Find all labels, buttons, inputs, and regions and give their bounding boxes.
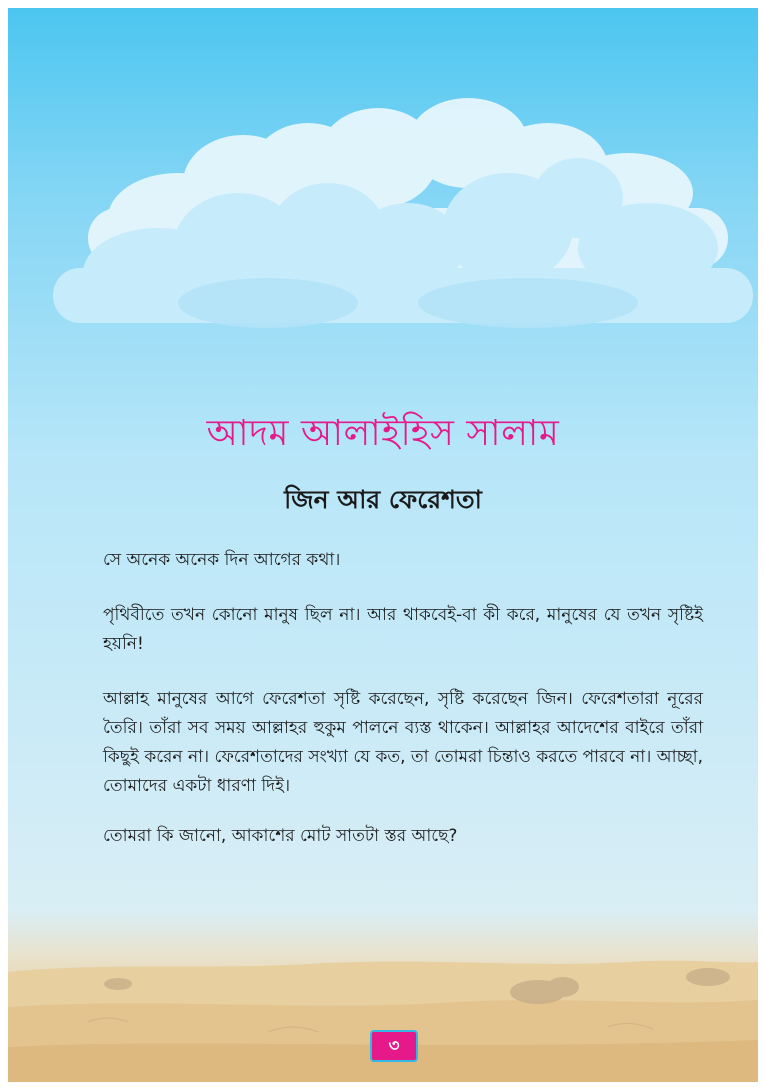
paragraph-3: আল্লাহ মানুষের আগে ফেরেশতা সৃষ্টি করেছেন, সৃষ্টি করেছেন জিন। ফেরেশতারা নূরের তৈরি। তাঁরা সব সময় আল্লাহর হুকুম পালনে ব্যস্ত থাকেন। আল্লাহর আদেশের বাইরে তাঁরা কিছুই করেন না। ফেরেশতাদের সংখ্যা যে কত, তা তোমরা চিন্তাও করতে পারবে না। আচ্ছা, তোমাদের একটা ধারণা দিই।	[103, 689, 703, 796]
book-page	[8, 8, 758, 1082]
section-subtitle: জিন আর ফেরেশতা	[284, 485, 482, 514]
clouds-illustration	[8, 98, 758, 348]
page-number-badge: ৩	[370, 1030, 418, 1062]
paragraph-4: তোমরা কি জানো, আকাশের মোট সাতটা স্তর আছে?	[103, 826, 458, 846]
desert-ground-illustration	[8, 952, 758, 1082]
paragraph-2: পৃথিবীতে তখন কোনো মানুষ ছিল না। আর থাকবেই-বা কী করে, মানুষের যে তখন সৃষ্টিই হয়নি!	[103, 605, 703, 654]
chapter-title: আদম আলাইহিস সালাম	[206, 413, 560, 454]
paragraph-1: সে অনেক অনেক দিন আগের কথা।	[103, 550, 341, 570]
